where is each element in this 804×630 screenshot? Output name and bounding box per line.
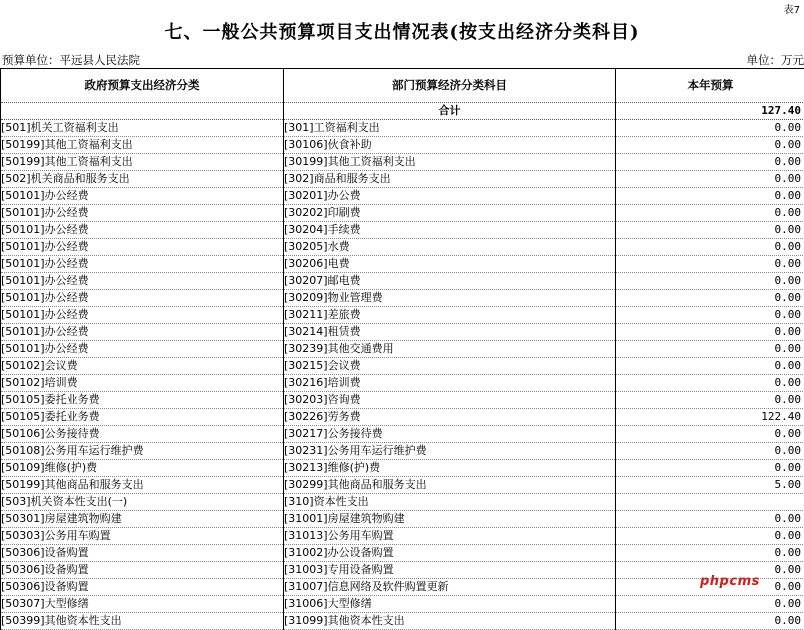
table-row <box>1 562 804 579</box>
dept-class-cell: [31006]大型修缮 <box>284 596 616 613</box>
table-row <box>1 494 804 511</box>
dept-class-cell: [30204]手续费 <box>284 222 616 239</box>
table-row <box>1 511 804 528</box>
dept-class-cell: [30216]培训费 <box>284 375 616 392</box>
header-dept-class: 部门预算经济分类科目 <box>284 69 616 103</box>
amount-cell: 0.00 <box>616 579 804 596</box>
amount-cell: 0.00 <box>616 307 804 324</box>
dept-class-cell: [30206]电费 <box>284 256 616 273</box>
dept-class-cell: [30211]差旅费 <box>284 307 616 324</box>
dept-class-cell: [31003]专用设备购置 <box>284 562 616 579</box>
amount-cell: 0.00 <box>616 511 804 528</box>
gov-class-cell: [501]机关工资福利支出 <box>1 120 284 137</box>
table-row <box>1 290 804 307</box>
table-row <box>1 528 804 545</box>
table-row <box>1 154 804 171</box>
table-row <box>1 324 804 341</box>
gov-class-cell: [50199]其他商品和服务支出 <box>1 477 284 494</box>
amount-cell: 0.00 <box>616 222 804 239</box>
gov-class-cell: [50101]办公经费 <box>1 205 284 222</box>
dept-class-cell: [30205]水费 <box>284 239 616 256</box>
amount-cell <box>616 494 804 511</box>
dept-class-cell: [31007]信息网络及软件购置更新 <box>284 579 616 596</box>
table-row <box>1 409 804 426</box>
header-row <box>1 69 804 103</box>
watermark-text: phpcms <box>700 574 760 589</box>
dept-class-cell: [30201]办公费 <box>284 188 616 205</box>
dept-class-cell: [310]资本性支出 <box>284 494 616 511</box>
table-row <box>1 443 804 460</box>
total-empty-cell <box>1 103 284 120</box>
header-gov-class: 政府预算支出经济分类 <box>1 69 284 103</box>
table-row <box>1 579 804 596</box>
gov-class-cell: [50306]设备购置 <box>1 579 284 596</box>
amount-cell: 0.00 <box>616 256 804 273</box>
gov-class-cell: [50101]办公经费 <box>1 239 284 256</box>
amount-cell: 0.00 <box>616 290 804 307</box>
amount-cell: 0.00 <box>616 528 804 545</box>
table-row <box>1 307 804 324</box>
dept-class-cell: [31099]其他资本性支出 <box>284 613 616 630</box>
table-row <box>1 596 804 613</box>
gov-class-cell: [50109]维修(护)费 <box>1 460 284 477</box>
amount-cell: 0.00 <box>616 460 804 477</box>
amount-cell: 122.40 <box>616 409 804 426</box>
amount-cell: 0.00 <box>616 205 804 222</box>
table-row <box>1 477 804 494</box>
table-row <box>1 375 804 392</box>
table-row <box>1 256 804 273</box>
gov-class-cell: [503]机关资本性支出(一) <box>1 494 284 511</box>
table-row <box>1 171 804 188</box>
table-row <box>1 188 804 205</box>
total-label: 合计 <box>284 103 616 120</box>
gov-class-cell: [502]机关商品和服务支出 <box>1 171 284 188</box>
table-row <box>1 426 804 443</box>
amount-cell: 0.00 <box>616 188 804 205</box>
amount-cell: 0.00 <box>616 154 804 171</box>
header-amount: 本年预算 <box>616 69 804 103</box>
table-row <box>1 222 804 239</box>
table-number: 表7 <box>784 1 800 16</box>
dept-class-cell: [31013]公务用车购置 <box>284 528 616 545</box>
dept-class-cell: [30214]租赁费 <box>284 324 616 341</box>
table-row <box>1 273 804 290</box>
gov-class-cell: [50101]办公经费 <box>1 222 284 239</box>
amount-cell: 0.00 <box>616 341 804 358</box>
amount-cell: 0.00 <box>616 443 804 460</box>
gov-class-cell: [50306]设备购置 <box>1 545 284 562</box>
amount-cell: 0.00 <box>616 273 804 290</box>
gov-class-cell: [50301]房屋建筑物购建 <box>1 511 284 528</box>
gov-class-cell: [50306]设备购置 <box>1 562 284 579</box>
dept-class-cell: [30202]印刷费 <box>284 205 616 222</box>
amount-cell: 0.00 <box>616 137 804 154</box>
gov-class-cell: [50101]办公经费 <box>1 307 284 324</box>
gov-class-cell: [50108]公务用车运行维护费 <box>1 443 284 460</box>
dept-class-cell: [30215]会议费 <box>284 358 616 375</box>
total-row <box>1 103 804 120</box>
amount-cell: 0.00 <box>616 324 804 341</box>
dept-class-cell: [30213]维修(护)费 <box>284 460 616 477</box>
dept-class-cell: [302]商品和服务支出 <box>284 171 616 188</box>
amount-cell: 0.00 <box>616 392 804 409</box>
total-value: 127.40 <box>616 103 804 120</box>
gov-class-cell: [50101]办公经费 <box>1 324 284 341</box>
gov-class-cell: [50101]办公经费 <box>1 188 284 205</box>
amount-cell: 0.00 <box>616 239 804 256</box>
dept-class-cell: [30299]其他商品和服务支出 <box>284 477 616 494</box>
gov-class-cell: [50106]公务接待费 <box>1 426 284 443</box>
table-row <box>1 545 804 562</box>
gov-class-cell: [50307]大型修缮 <box>1 596 284 613</box>
table-row <box>1 137 804 154</box>
amount-cell: 0.00 <box>616 375 804 392</box>
gov-class-cell: [50105]委托业务费 <box>1 409 284 426</box>
table-row <box>1 358 804 375</box>
amount-cell: 0.00 <box>616 596 804 613</box>
dept-class-cell: [301]工资福利支出 <box>284 120 616 137</box>
table-row <box>1 613 804 630</box>
amount-cell: 0.00 <box>616 120 804 137</box>
gov-class-cell: [50199]其他工资福利支出 <box>1 154 284 171</box>
table-row <box>1 120 804 137</box>
gov-class-cell: [50199]其他工资福利支出 <box>1 137 284 154</box>
dept-class-cell: [30209]物业管理费 <box>284 290 616 307</box>
amount-cell: 0.00 <box>616 545 804 562</box>
amount-cell: 0.00 <box>616 171 804 188</box>
amount-cell: 0.00 <box>616 613 804 630</box>
budget-unit-label: 预算单位：平远县人民法院 <box>2 52 140 68</box>
dept-class-cell: [30217]公务接待费 <box>284 426 616 443</box>
table-row <box>1 460 804 477</box>
dept-class-cell: [30106]伙食补助 <box>284 137 616 154</box>
dept-class-cell: [30226]劳务费 <box>284 409 616 426</box>
dept-class-cell: [31002]办公设备购置 <box>284 545 616 562</box>
money-unit-label: 单位：万元 <box>747 52 804 68</box>
dept-class-cell: [30207]邮电费 <box>284 273 616 290</box>
gov-class-cell: [50101]办公经费 <box>1 256 284 273</box>
dept-class-cell: [31001]房屋建筑物购建 <box>284 511 616 528</box>
gov-class-cell: [50105]委托业务费 <box>1 392 284 409</box>
gov-class-cell: [50101]办公经费 <box>1 273 284 290</box>
table-row <box>1 239 804 256</box>
page-title: 七、一般公共预算项目支出情况表(按支出经济分类科目) <box>0 18 804 44</box>
expenditure-table <box>0 68 804 630</box>
gov-class-cell: [50101]办公经费 <box>1 290 284 307</box>
dept-class-cell: [30239]其他交通费用 <box>284 341 616 358</box>
amount-cell: 5.00 <box>616 477 804 494</box>
dept-class-cell: [30231]公务用车运行维护费 <box>284 443 616 460</box>
gov-class-cell: [50303]公务用车购置 <box>1 528 284 545</box>
dept-class-cell: [30203]咨询费 <box>284 392 616 409</box>
table-row <box>1 392 804 409</box>
amount-cell: 0.00 <box>616 426 804 443</box>
gov-class-cell: [50101]办公经费 <box>1 341 284 358</box>
table-row <box>1 205 804 222</box>
amount-cell: 0.00 <box>616 562 804 579</box>
table-row <box>1 341 804 358</box>
gov-class-cell: [50102]会议费 <box>1 358 284 375</box>
gov-class-cell: [50102]培训费 <box>1 375 284 392</box>
dept-class-cell: [30199]其他工资福利支出 <box>284 154 616 171</box>
amount-cell: 0.00 <box>616 358 804 375</box>
gov-class-cell: [50399]其他资本性支出 <box>1 613 284 630</box>
